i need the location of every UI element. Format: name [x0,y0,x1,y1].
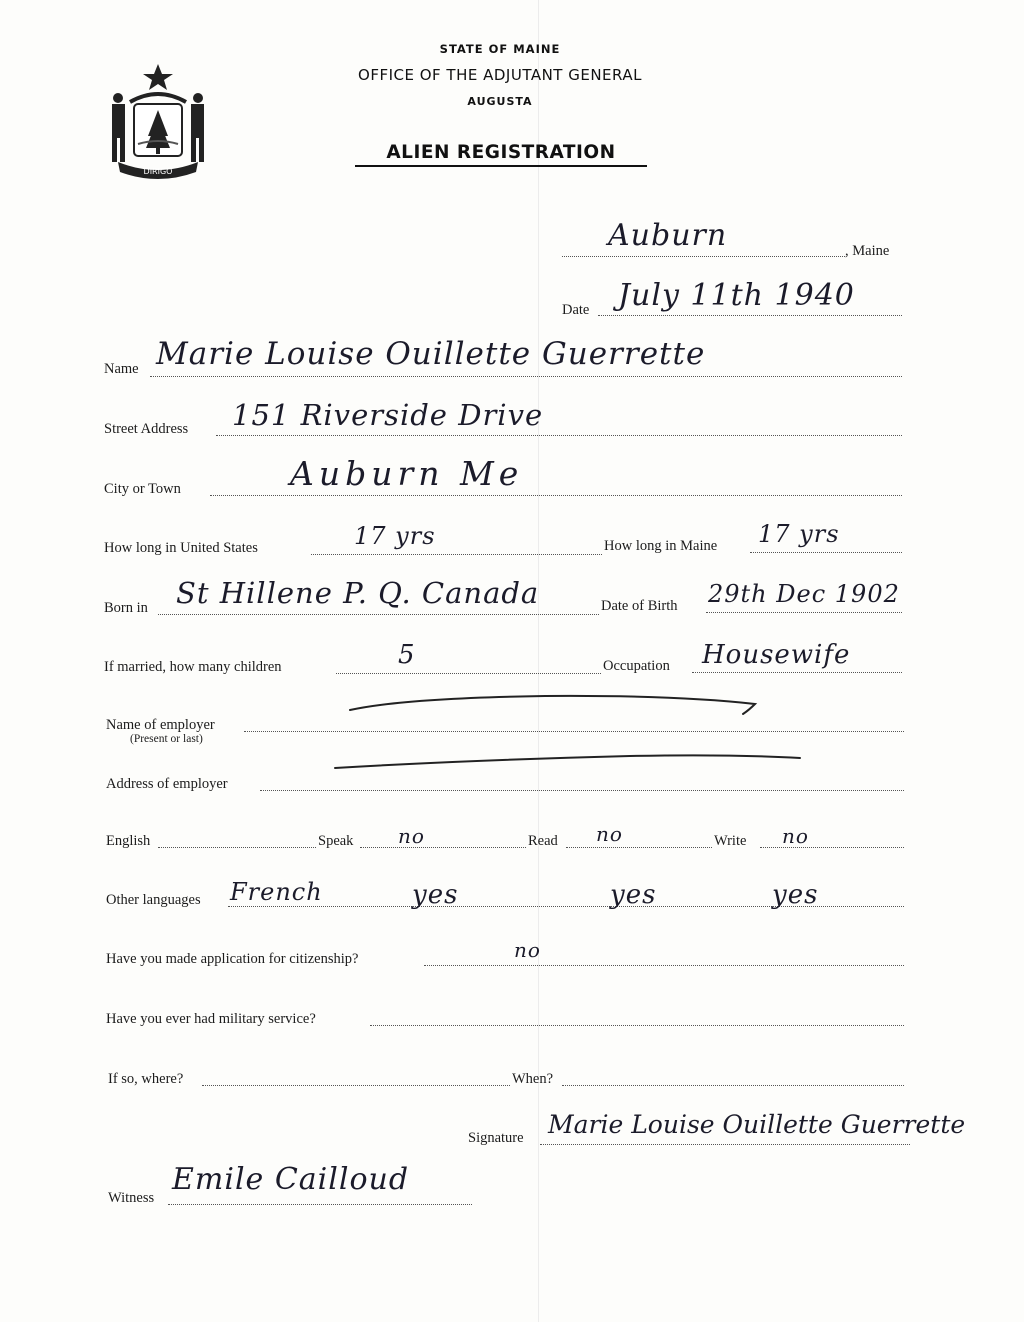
street-value: 151 Riverside Drive [232,398,544,432]
born-in-value: St Hillene P. Q. Canada [176,576,540,610]
english-read-value: no [596,822,623,846]
children-label: If married, how many children [104,659,282,675]
name-line [150,376,902,377]
born-in-line [158,614,599,615]
seal-motto: DIRIGO [143,167,173,176]
us-duration-line [311,554,602,555]
signature-label: Signature [468,1130,524,1146]
english-write-value: no [782,824,809,848]
employer-name-label: Name of employer [106,717,215,733]
maine-duration-label: How long in Maine [604,538,718,554]
english-speak-label: Speak [318,833,354,849]
date-line [598,315,902,316]
signature-value: Marie Louise Ouillette Guerrette [548,1110,966,1139]
form-title: ALIEN REGISTRATION [355,142,647,167]
english-write-label: Write [714,833,747,849]
dob-value: 29th Dec 1902 [708,580,900,608]
us-duration-label: How long in United States [104,540,258,556]
employer-name-dash [345,690,765,720]
occupation-line [692,672,902,673]
employer-address-line [260,790,904,791]
citizenship-value: no [514,938,541,962]
employer-address-label: Address of employer [106,776,228,792]
other-language-read: yes [610,880,657,910]
where-line [202,1085,510,1086]
place-value: Auburn [608,218,728,253]
english-line-a [158,847,316,848]
state-heading: STATE OF MAINE [439,42,561,56]
place-suffix: , Maine [845,243,890,259]
when-line [562,1085,904,1086]
occupation-value: Housewife [702,640,851,670]
street-label: Street Address [104,421,189,437]
witness-value: Emile Cailloud [172,1162,410,1197]
city-heading: AUGUSTA [467,95,533,108]
signature-line [540,1144,910,1145]
date-value: July 11th 1940 [618,278,855,313]
employer-address-dash [330,750,810,774]
fold-line [538,0,539,1322]
where-label: If so, where? [108,1071,184,1087]
street-line [216,435,902,436]
military-label: Have you ever had military service? [106,1011,316,1027]
city-value: Auburn Me [290,454,524,493]
citizenship-line [424,965,904,966]
us-duration-value: 17 yrs [354,522,436,550]
place-line [562,256,845,257]
employer-name-line [244,731,904,732]
other-languages-label: Other languages [106,892,201,908]
employer-name-sublabel: (Present or last) [130,733,203,745]
dob-line [706,612,902,613]
born-in-label: Born in [104,600,148,616]
city-label: City or Town [104,481,181,497]
english-line-b [360,847,526,848]
children-value: 5 [398,640,416,670]
witness-line [168,1204,472,1205]
english-read-label: Read [528,833,558,849]
other-language-write: yes [772,880,819,910]
english-speak-value: no [398,824,425,848]
office-heading: OFFICE OF THE ADJUTANT GENERAL [358,66,642,84]
when-label: When? [512,1071,554,1087]
date-label: Date [562,302,590,318]
maine-duration-value: 17 yrs [758,520,840,548]
citizenship-label: Have you made application for citizenship? [106,951,359,967]
maine-duration-line [750,552,902,553]
military-line [370,1025,904,1026]
english-line-c [566,847,712,848]
english-label: English [106,833,151,849]
children-line [336,673,601,674]
maine-state-seal-icon [104,58,212,180]
city-line [210,495,902,496]
dob-label: Date of Birth [601,598,678,614]
witness-label: Witness [108,1190,155,1206]
occupation-label: Occupation [603,658,670,674]
name-label: Name [104,361,139,377]
other-language-value: French [230,878,323,906]
other-language-speak: yes [412,880,459,910]
name-value: Marie Louise Ouillette Guerrette [156,336,706,372]
